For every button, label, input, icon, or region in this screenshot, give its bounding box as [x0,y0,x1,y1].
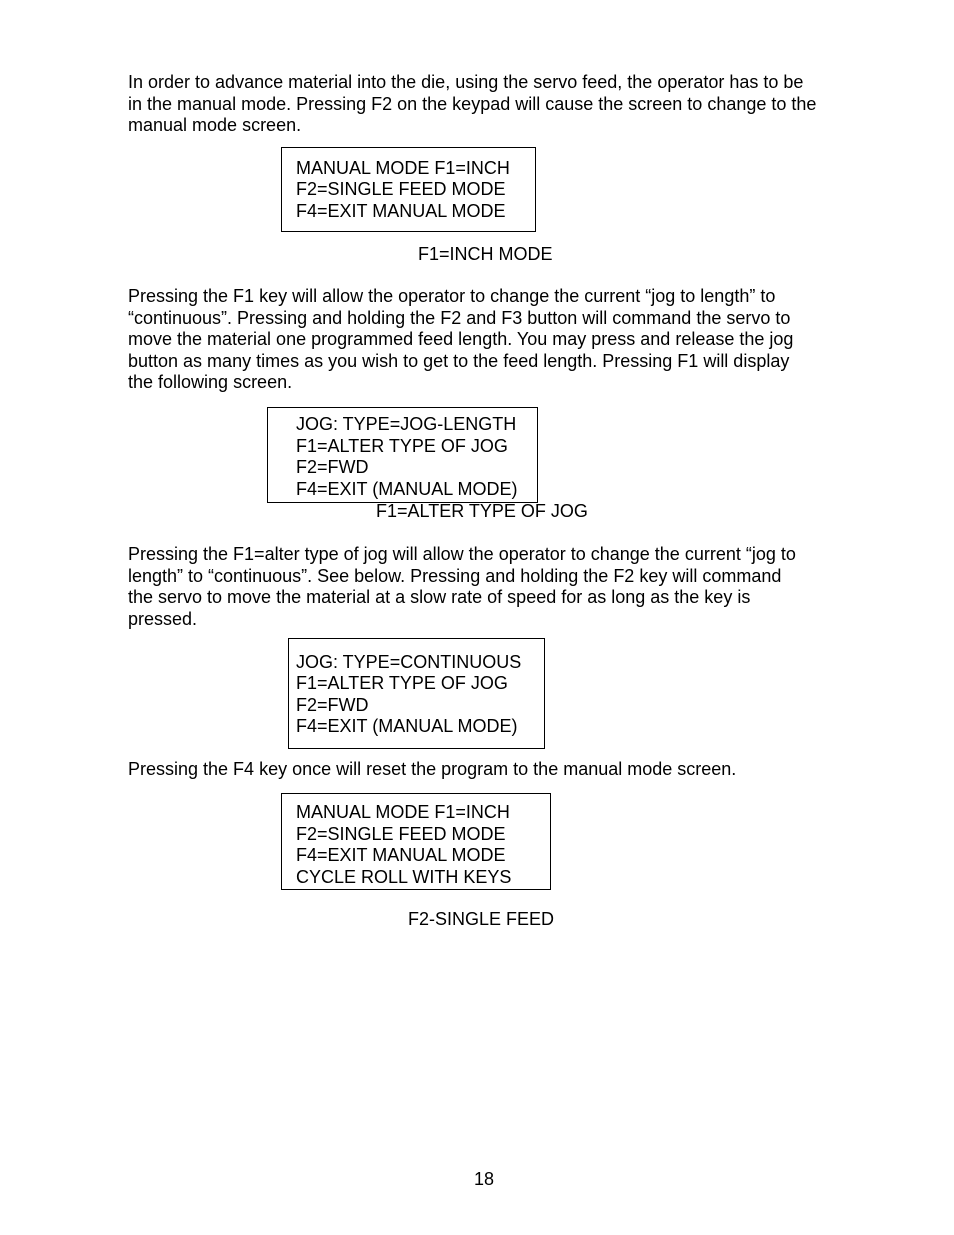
screen-line: JOG: TYPE=CONTINUOUS [296,652,522,672]
caption-alter-type-of-jog: F1=ALTER TYPE OF JOG [376,501,588,521]
screen-line: F2=SINGLE FEED MODE [296,824,506,844]
alter-jog-paragraph: Pressing the F1=alter type of jog will allow the operator to change the current “jog to length” to “continuous”. See below. Pressing and holding the F2 key will command the servo to move the material at a slow rate of speed for as long as the key is pressed. [128,544,796,629]
screen-line: MANUAL MODE F1=INCH [296,802,510,822]
screen-line: F4=EXIT MANUAL MODE [296,845,506,865]
screen-line: F2=FWD [296,695,369,715]
reset-paragraph: Pressing the F4 key once will reset the program to the manual mode screen. [128,759,737,779]
caption-inch-mode: F1=INCH MODE [418,244,553,264]
screen-line: F4=EXIT (MANUAL MODE) [296,716,518,736]
manual-mode-cycle-screen [281,793,551,890]
screen-line: F2=SINGLE FEED MODE [296,179,506,199]
screen-line: MANUAL MODE F1=INCH [296,158,510,178]
jog-continuous-screen [288,638,545,749]
screen-line: F4=EXIT MANUAL MODE [296,201,506,221]
screen-line: JOG: TYPE=JOG-LENGTH [296,414,517,434]
manual-mode-screen [281,147,536,232]
screen-line: CYCLE ROLL WITH KEYS [296,867,512,887]
screen-line: F4=EXIT (MANUAL MODE) [296,479,518,499]
intro-paragraph: In order to advance material into the die, using the servo feed, the operator has to be in the manual mode. Pressing F2 on the keypad will cause the screen to change to the manual mode screen. [128,72,817,135]
screen-line: F2=FWD [296,457,369,477]
caption-single-feed: F2-SINGLE FEED [408,909,555,929]
screen-line: F1=ALTER TYPE OF JOG [296,436,508,456]
inch-mode-paragraph: Pressing the F1 key will allow the operator to change the current “jog to length” to “continuous”. Pressing and holding the F2 and F3 button will command the servo to move the material one programmed feed length. You may press and release the jog button as many times as you wish to get to the feed length. Pressing F1 will display the following screen. [128,286,794,392]
page-number: 18 [474,1169,495,1189]
jog-length-screen [267,407,538,503]
screen-line: F1=ALTER TYPE OF JOG [296,673,508,693]
